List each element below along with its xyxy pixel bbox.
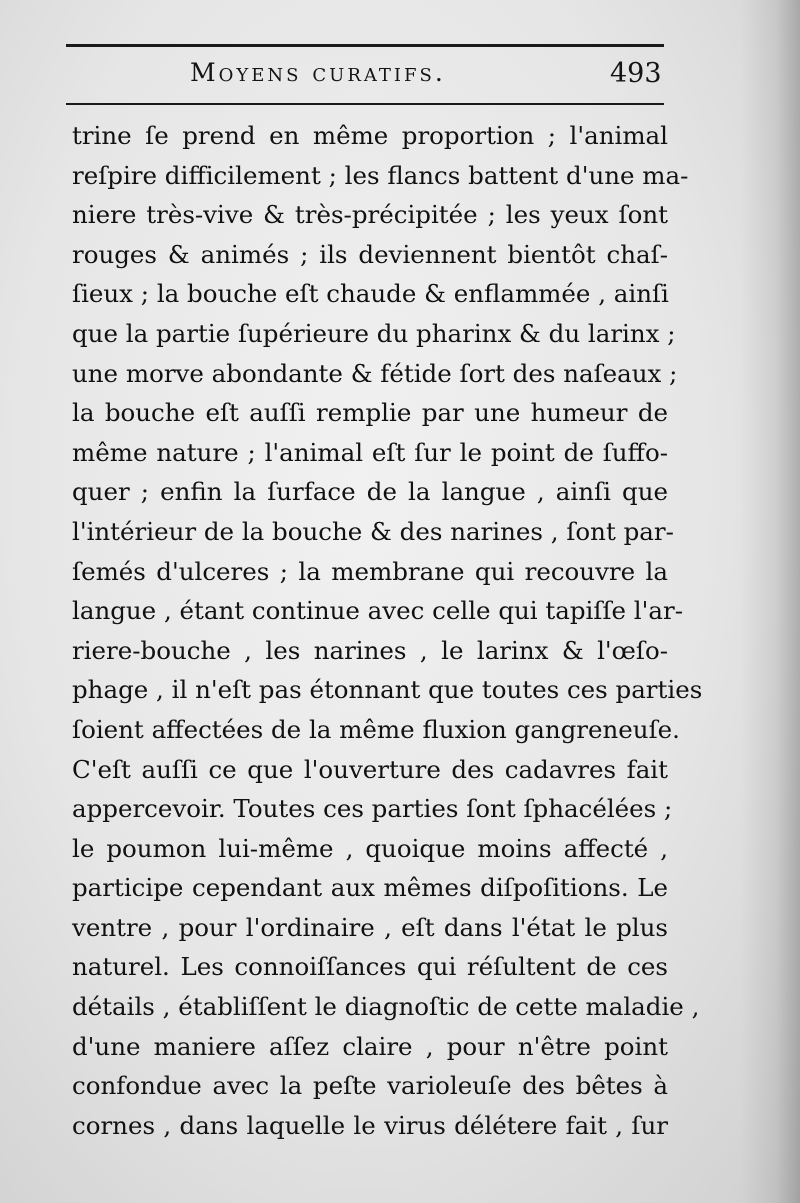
- text-line: quer ; enfin la ſurface de la langue , ainſi que: [72, 477, 668, 507]
- text-line: naturel. Les connoiſſances qui réſultent de ces: [72, 952, 668, 982]
- text-line: ſieux ; la bouche eſt chaude & enflammée , ainſi: [72, 279, 669, 309]
- running-title: Moyens curatifs.: [190, 58, 446, 87]
- page-gutter-shadow: [740, 0, 800, 1203]
- text-line: d'une maniere aſſez claire , pour n'être point: [72, 1031, 668, 1061]
- text-line: ſemés d'ulceres ; la membrane qui recouvre la: [72, 556, 668, 586]
- text-line: le poumon lui-même , quoique moins affecté ,: [72, 833, 668, 863]
- text-line: appercevoir. Toutes ces parties ſont ſphacélées ;: [72, 794, 673, 824]
- text-line: langue , étant continue avec celle qui tapiſſe l'ar-: [72, 596, 683, 626]
- text-line: même nature ; l'animal eſt ſur le point de ſuffo-: [72, 437, 668, 467]
- text-line: rouges & animés ; ils deviennent bientôt chaſ-: [72, 239, 668, 269]
- text-line: cornes , dans laquelle le virus délétere fait , ſur: [72, 1110, 668, 1140]
- text-line: trine ſe prend en même proportion ; l'animal: [72, 121, 668, 150]
- text-line: que la partie ſupérieure du pharinx & du larinx ;: [72, 318, 676, 348]
- text-line: une morve abondante & fétide ſort des naſeaux ;: [72, 358, 678, 388]
- text-line: niere très-vive & très-précipitée ; les yeux ſont: [72, 200, 668, 230]
- text-line: ſoient affectées de la même fluxion gangreneuſe.: [72, 714, 680, 744]
- text-line: C'eſt auſſi ce que l'ouverture des cadavres fait: [72, 754, 668, 784]
- body-text: [72, 116, 703, 1145]
- text-line: participe cependant aux mêmes diſpoſitions. Le: [72, 873, 668, 903]
- page-number: 493: [610, 58, 662, 89]
- text-line: l'intérieur de la bouche & des narines , ſont par-: [72, 516, 674, 546]
- text-line: détails , établiſſent le diagnoſtic de cette maladie ,: [72, 992, 700, 1022]
- text-line: riere-bouche , les narines , le larinx & l'œſo-: [72, 635, 668, 665]
- text-line: confondue avec la peſte varioleuſe des bêtes à: [72, 1071, 668, 1101]
- text-line: la bouche eſt auſſi remplie par une humeur de: [72, 398, 668, 428]
- header-rule: [66, 103, 664, 105]
- text-line: reſpire difficilement ; les flancs battent d'une ma-: [72, 160, 689, 190]
- text-line: phage , il n'eſt pas étonnant que toutes ces parties: [72, 675, 703, 705]
- text-line: ventre , pour l'ordinaire , eſt dans l'état le plus: [72, 912, 668, 942]
- top-rule: [66, 44, 664, 47]
